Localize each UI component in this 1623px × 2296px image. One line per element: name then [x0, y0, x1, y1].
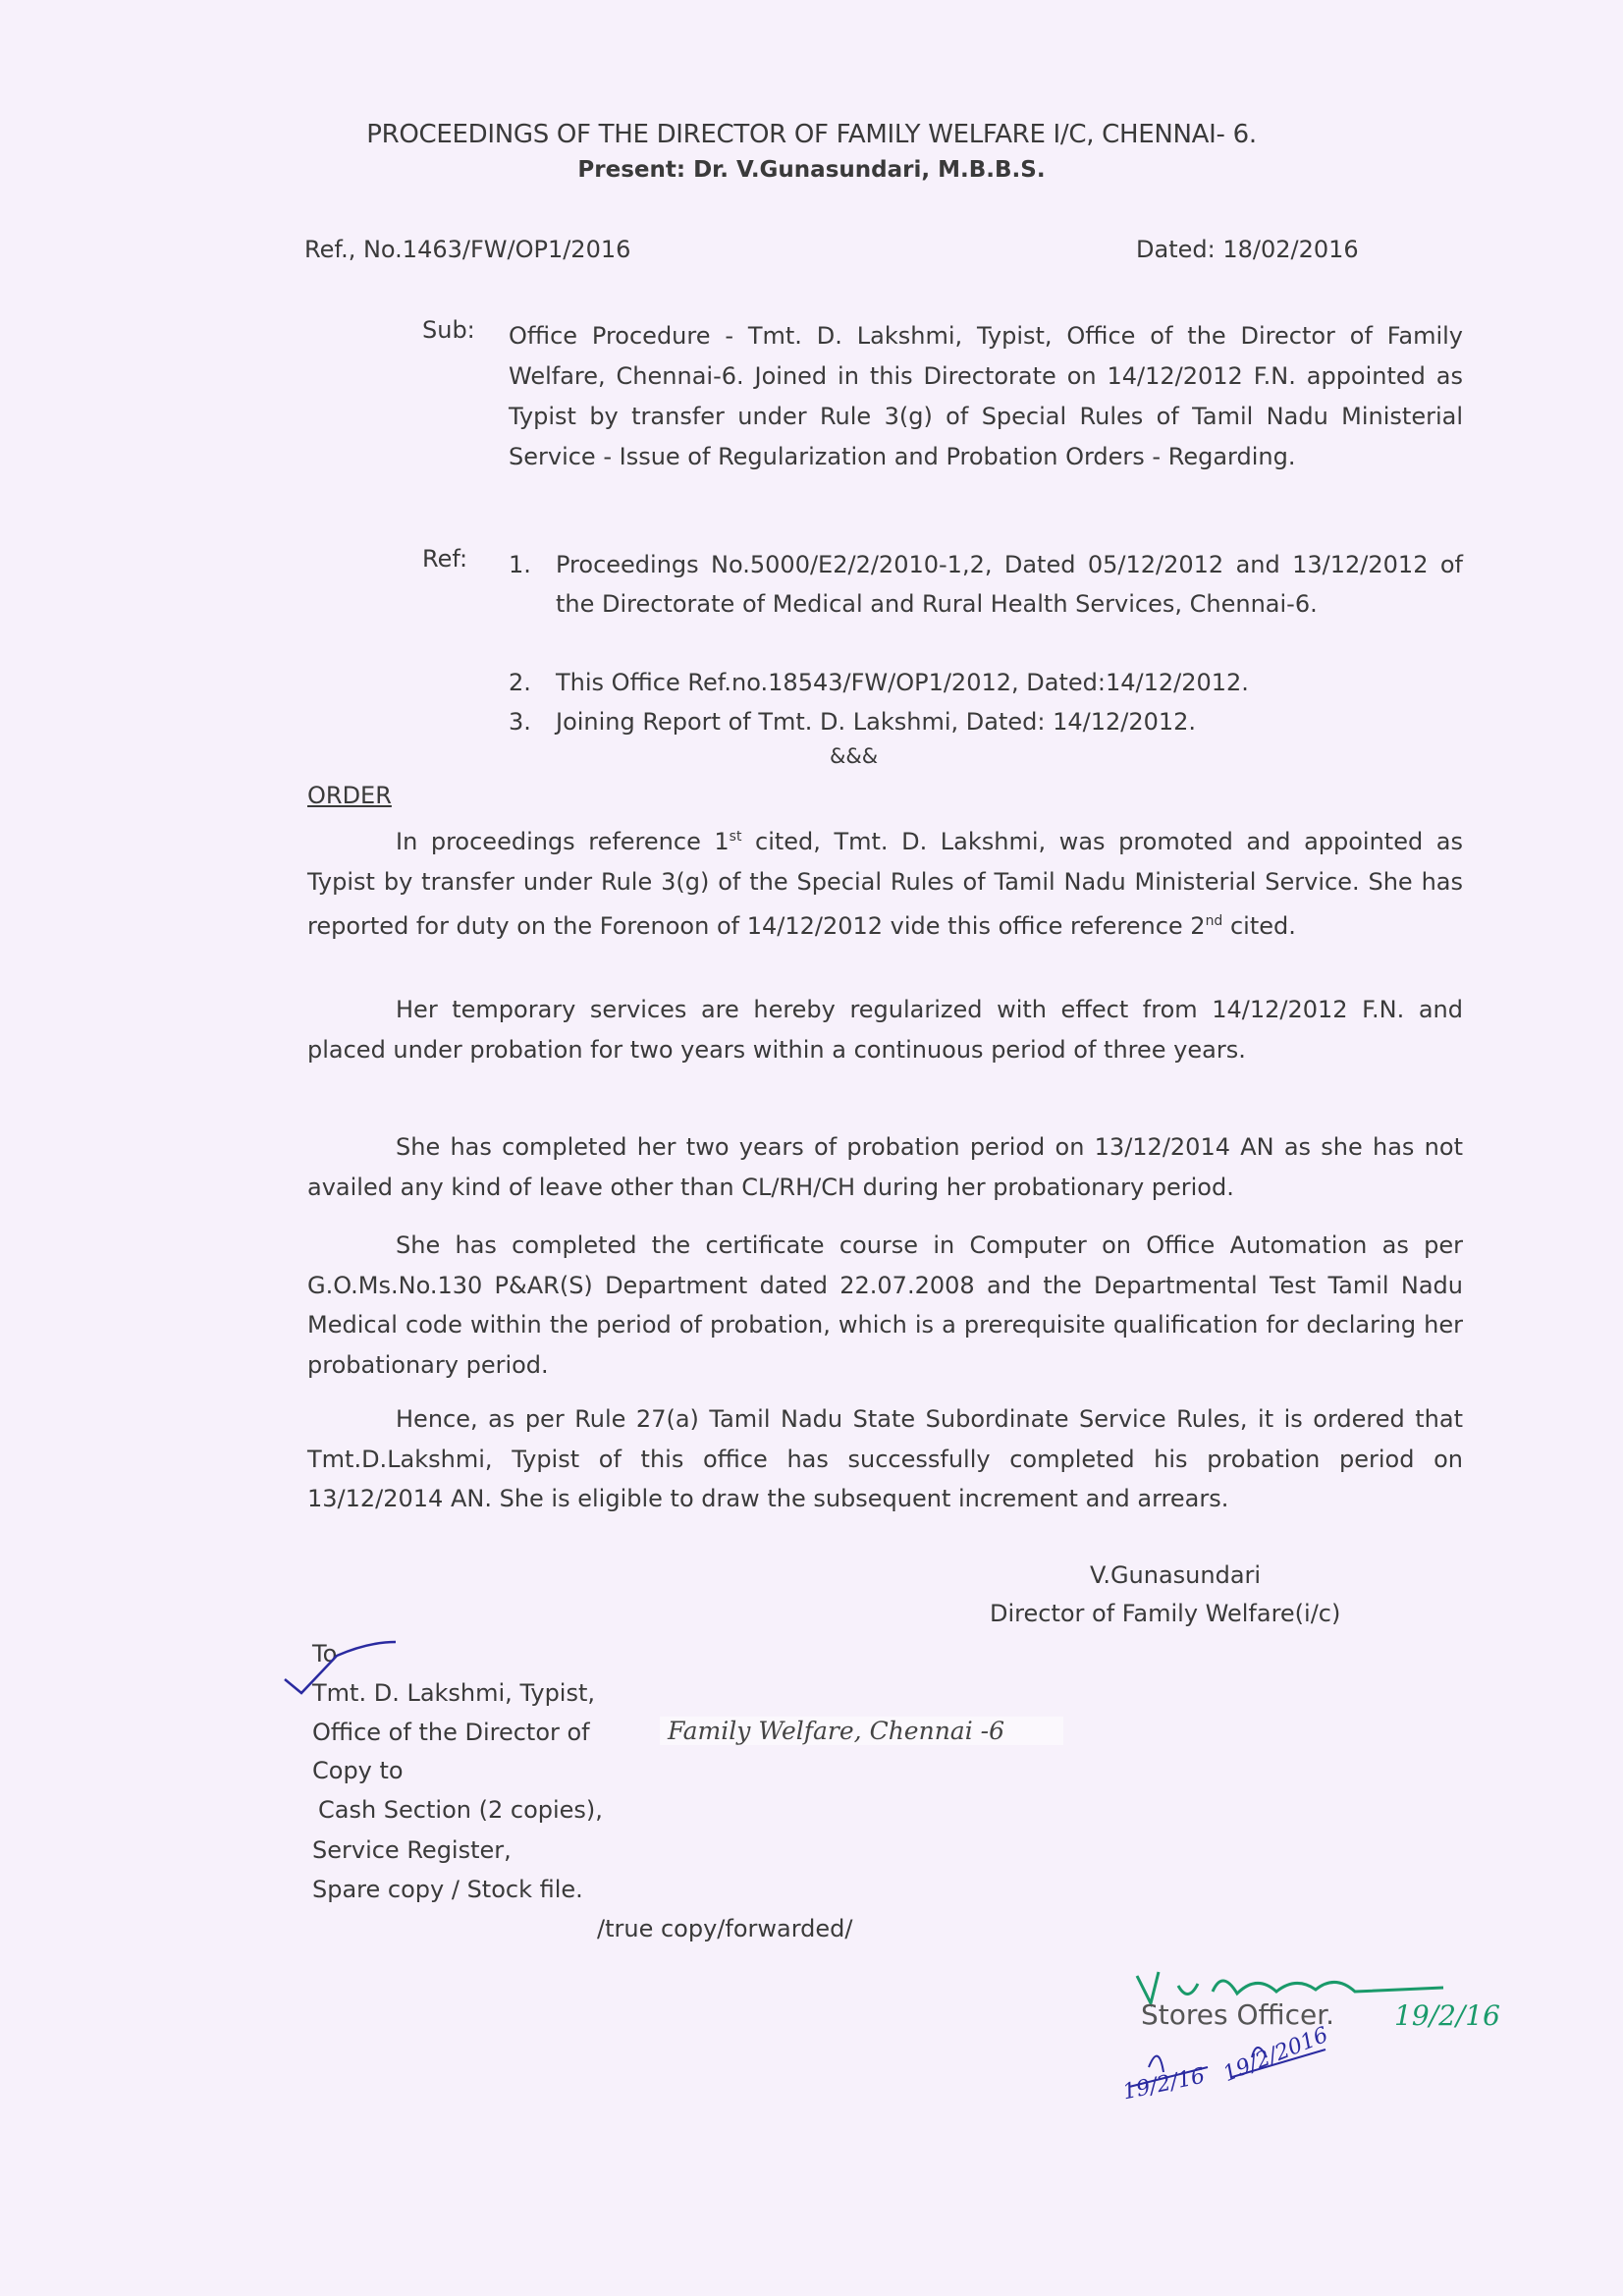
superscript: st: [729, 829, 742, 845]
separator: &&&: [830, 744, 879, 768]
subject-label: Sub:: [422, 316, 475, 344]
p5-text: Hence, as per Rule 27(a) Tamil Nadu State Subordinate Service Rules, it is ordered that Tmt.D.Lakshmi, Typist of this office has successfully completed his probation period on 13/12/2014 AN. She is eligible to draw the subsequent increment and arrears.: [307, 1405, 1463, 1512]
p1-text: cited, Tmt. D. Lakshmi, was promoted and appointed as Typist by transfer under Rule 3(g) of the Special Rules of Tamil Nadu Ministerial Service. She has reported for duty on the Forenoon of 14/12/2012 vide this office reference 2: [307, 828, 1463, 940]
green-date: 19/2/16: [1394, 1999, 1500, 2032]
forwarding-designation: Stores Officer.: [1141, 1998, 1335, 2031]
present-line: Present: Dr. V.Gunasundari, M.B.B.S.: [577, 157, 1046, 183]
p1-text: cited.: [1222, 912, 1296, 940]
reference-number: Ref., No.1463/FW/OP1/2016: [304, 236, 631, 263]
reference-number: 3.: [509, 708, 531, 736]
order-paragraph-2: [307, 990, 1463, 1069]
addressee: Tmt. D. Lakshmi, Typist,: [312, 1679, 596, 1707]
signatory-name: V.Gunasundari: [1090, 1561, 1262, 1589]
order-paragraph-5: [307, 1399, 1463, 1519]
reference-text: Joining Report of Tmt. D. Lakshmi, Dated: 14/12/2012.: [556, 708, 1197, 736]
order-heading: ORDER: [307, 782, 392, 809]
document-date: Dated: 18/02/2016: [1136, 236, 1359, 263]
reference-text: Proceedings No.5000/E2/2/2010-1,2, Dated 05/12/2012 and 13/12/2012 of the Directorate of Medical and Rural Health Services, Chennai-6.: [556, 551, 1463, 618]
order-paragraph-3: [307, 1127, 1463, 1207]
copy-recipient: Cash Section (2 copies),: [318, 1796, 603, 1824]
signatory-designation: Director of Family Welfare(i/c): [990, 1600, 1341, 1627]
reference-number: 2.: [509, 669, 531, 696]
copy-recipient: Spare copy / Stock file.: [312, 1876, 583, 1903]
order-paragraph-1: [307, 817, 1463, 947]
addressee-office: Office of the Director of: [312, 1719, 590, 1746]
p4-text: She has completed the certificate course in Computer on Office Automation as per G.O.Ms.No.130 P&AR(S) Department dated 22.07.2008 and the Departmental Test Tamil Nadu Medical code within the period of probation, which is a prerequisite qualification for declaring her probationary period.: [307, 1231, 1463, 1379]
reference-text: This Office Ref.no.18543/FW/OP1/2012, Dated:14/12/2012.: [556, 669, 1249, 696]
blue-date-initial: 19/2/16: [1120, 2063, 1208, 2105]
p3-text: She has completed her two years of probation period on 13/12/2014 AN as she has not availed any kind of leave other than CL/RH/CH during her probationary period.: [307, 1133, 1463, 1201]
true-copy-note: /true copy/forwarded/: [597, 1915, 853, 1942]
handwritten-office: Family Welfare, Chennai -6: [660, 1717, 1063, 1745]
superscript: nd: [1205, 913, 1223, 929]
reference-item: [509, 545, 1463, 624]
p1-text: In proceedings reference 1: [396, 828, 730, 855]
subject-text: Office Procedure - Tmt. D. Lakshmi, Typist, Office of the Director of Family Welfare, Chennai-6. Joined in this Directorate on 14/12/2012 F.N. appointed as Typist by transfer under Rule 3(g) of Special Rules of Tamil Nadu Ministerial Service - Issue of Regularization and Probation Orders - Regarding.: [509, 322, 1463, 470]
copy-to-label: Copy to: [312, 1757, 404, 1784]
copy-recipient: Service Register,: [312, 1836, 512, 1864]
order-paragraph-4: [307, 1226, 1463, 1385]
p2-text: Her temporary services are hereby regularized with effect from 14/12/2012 F.N. and placed under probation for two years within a continuous period of three years.: [307, 996, 1463, 1064]
document-title: PROCEEDINGS OF THE DIRECTOR OF FAMILY WELFARE I/C, CHENNAI- 6.: [366, 120, 1257, 149]
references-label: Ref:: [422, 545, 468, 573]
reference-item: [509, 702, 1463, 741]
blue-date-initial: 19/2/2016: [1219, 2022, 1332, 2088]
blue-initials-icon: [1119, 2038, 1335, 2106]
reference-number: 1.: [509, 551, 531, 578]
reference-item: [509, 663, 1463, 702]
to-label: To: [312, 1640, 338, 1667]
